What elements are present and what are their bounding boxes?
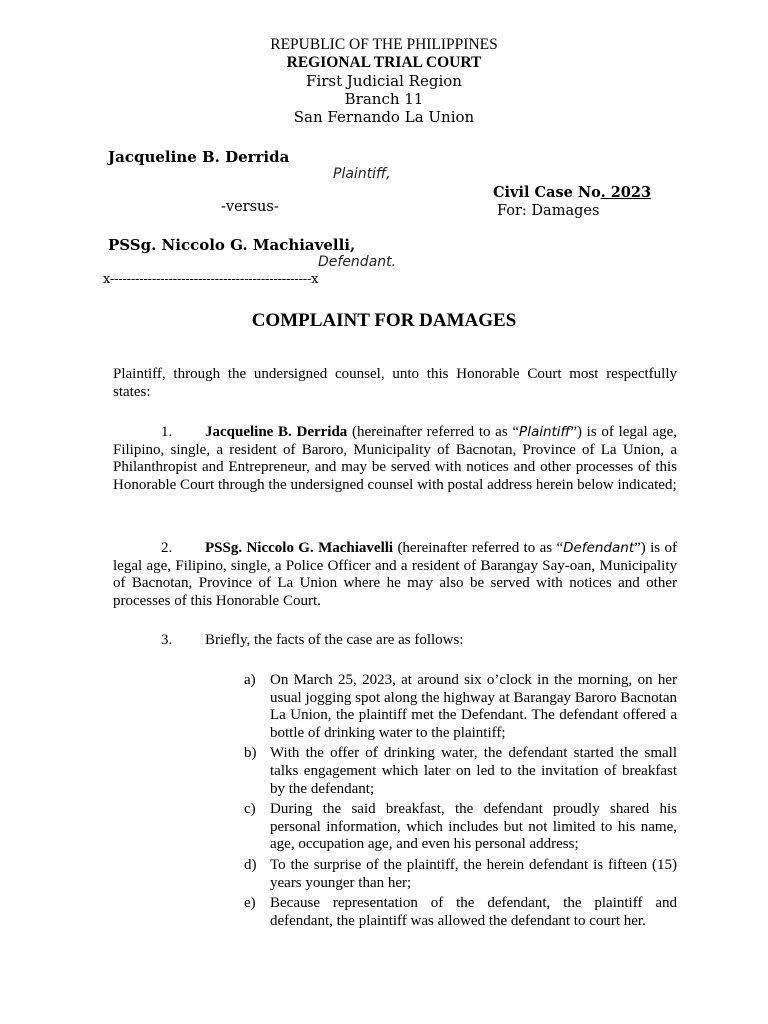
fact-text: To the surprise of the plaintiff, the herein defendant is fifteen (15) years younger than her;	[270, 856, 677, 891]
paragraph-2	[113, 540, 677, 610]
list-item	[244, 801, 677, 854]
paragraph-2-post: ”) is of legal age, Filipino, single, a Police Officer and a resident of Barangay Say-oan, Municipality of Bacnotan, Province of La Union where he may also be served with notices and other processes of this Honorable Court.	[113, 540, 677, 609]
paragraph-1-post: ”) is of legal age, Filipino, single, a resident of Baroro, Municipality of Bacnotan, Province of La Union, a Philanthropist and Entrepreneur, and may be served with notices and other processes of this Honorable Court through the undersigned counsel with postal address herein below indicated;	[113, 424, 677, 493]
fact-text: With the offer of drinking water, the defendant started the small talks engagement which later on led to the invitation of breakfast by the defendant;	[270, 745, 677, 797]
fact-marker: b)	[244, 745, 257, 762]
paragraph-3-number: 3.	[161, 632, 173, 648]
fact-text: During the said breakfast, the defendant proudly shared his personal information, which includes but not limited to his name, age, occupation age, and even his personal address;	[270, 801, 677, 853]
case-number-value: . 2023	[600, 184, 652, 201]
caption-place: San Fernando La Union	[293, 108, 475, 126]
caption-court: REGIONAL TRIAL COURT	[286, 54, 482, 71]
list-item	[244, 857, 677, 892]
case-for: For: Damages	[497, 203, 600, 219]
fact-text: Because representation of the defendant, the plaintiff and defendant, the plaintiff was allowed the defendant to court her.	[270, 895, 677, 929]
paragraph-1-number: 1.	[161, 424, 173, 440]
paragraph-1	[113, 424, 677, 494]
fact-marker: e)	[244, 895, 256, 912]
list-item	[244, 672, 677, 742]
paragraph-1-name: Jacqueline B. Derrida	[205, 424, 348, 440]
fact-marker: d)	[244, 856, 257, 873]
caption-region: First Judicial Region	[306, 72, 462, 90]
paragraph-1-pre: (hereinafter referred to as “	[347, 424, 520, 440]
plaintiff-role: Plaintiff,	[333, 166, 391, 182]
paragraph-2-ref: Defendant	[563, 540, 635, 556]
caption-republic: REPUBLIC OF THE PHILIPPINES	[270, 36, 498, 53]
fact-marker: c)	[244, 801, 256, 818]
defendant-role: Defendant.	[318, 254, 397, 270]
paragraph-2-number: 2.	[161, 540, 173, 556]
list-item	[244, 745, 677, 798]
case-label: Civil Case No	[493, 184, 601, 201]
intro-paragraph: Plaintiff, through the undersigned counsel, unto this Honorable Court most respectfully states:	[113, 366, 677, 400]
document-title: COMPLAINT FOR DAMAGES	[251, 310, 517, 331]
paragraph-2-name: PSSg. Niccolo G. Machiavelli	[205, 540, 394, 556]
paragraph-2-pre: (hereinafter referred to as “	[393, 540, 564, 556]
plaintiff-name: Jacqueline B. Derrida	[108, 148, 290, 166]
fact-marker: a)	[244, 672, 256, 688]
paragraph-1-ref: Plaintiff	[519, 424, 571, 440]
versus-label: -versus-	[221, 199, 279, 215]
defendant-name: PSSg. Niccolo G. Machiavelli,	[108, 236, 356, 254]
paragraph-3-text: Briefly, the facts of the case are as follows:	[205, 632, 464, 648]
list-item	[244, 895, 677, 930]
fact-text: On March 25, 2023, at around six o’clock in the morning, on her usual jogging spot along the highway at Barangay Baroro Bacnotan La Union, the plaintiff met the Defendant. The defendant offered a bottle of drinking water to the plaintiff;	[270, 672, 677, 741]
caption-branch: Branch 11	[344, 90, 424, 108]
case-number	[493, 184, 651, 201]
facts-list	[244, 672, 677, 933]
paragraph-3	[113, 632, 677, 650]
caption-separator: x------------------------------------------------x	[103, 272, 319, 287]
